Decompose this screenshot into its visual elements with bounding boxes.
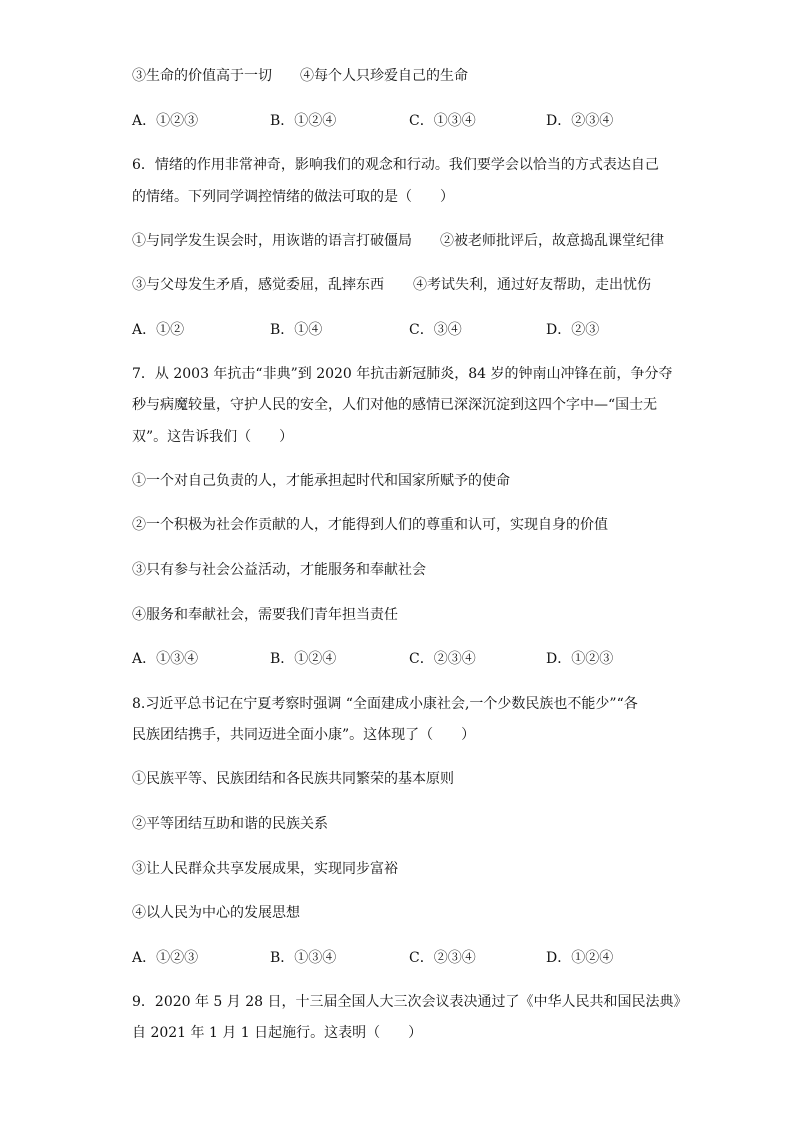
- q5-option-d[interactable]: D．②③④: [546, 113, 614, 129]
- q5-option-a[interactable]: A．①②③: [132, 113, 199, 129]
- q6-options-row: [132, 320, 692, 340]
- q8-statement-3: ③让人民群众共享发展成果，实现同步富裕: [132, 861, 398, 877]
- q6-statement-2: ②被老师批评后，故意捣乱课堂纪律: [440, 233, 664, 249]
- q7-stem-line-1: 7．从 2003 年抗击“非典”到 2020 年抗击新冠肺炎，84 岁的钟南山冲锋在前，争分夺: [132, 366, 673, 382]
- q6-statement-3: ③与父母发生矛盾，感觉委屈，乱摔东西: [132, 277, 384, 293]
- q5-statements-row: [132, 66, 692, 86]
- q7-statement-1: ①一个对自己负责的人，才能承担起时代和国家所赋予的使命: [132, 473, 510, 489]
- q8-option-a[interactable]: A．①②③: [132, 950, 199, 966]
- q8-statement-1: ①民族平等、民族团结和各民族共同繁荣的基本原则: [132, 771, 454, 787]
- q7-option-d[interactable]: D．①②③: [546, 651, 614, 667]
- q6-statements-row-2: [132, 275, 692, 295]
- q9-stem-line-2: 自 2021 年 1 月 1 日起施行。这表明（ ）: [132, 1025, 423, 1041]
- q8-option-c[interactable]: C．②③④: [409, 950, 476, 966]
- q6-statement-1: ①与同学发生误会时，用诙谐的语言打破僵局: [132, 233, 412, 249]
- q8-statement-4: ④以人民为中心的发展思想: [132, 905, 300, 921]
- q5-statement-3: ③生命的价值高于一切: [132, 68, 272, 84]
- q7-statement-4: ④服务和奉献社会，需要我们青年担当责任: [132, 607, 398, 623]
- q5-statement-4: ④每个人只珍爱自己的生命: [300, 68, 468, 84]
- q6-stem-line-1: 6．情绪的作用非常神奇，影响我们的观念和行动。我们要学会以恰当的方式表达自己: [132, 157, 659, 173]
- q7-stem-line-2: 秒与病魔较量，守护人民的安全，人们对他的感情已深深沉淀到这四个字中—“国士无: [132, 397, 658, 413]
- q8-stem-line-2: 民族团结携手，共同迈进全面小康”。这体现了（ ）: [132, 727, 476, 743]
- q6-statements-row-1: [132, 231, 692, 251]
- q7-statement-3: ③只有参与社会公益活动，才能服务和奉献社会: [132, 562, 426, 578]
- q6-stem-line-2: 的情绪。下列同学调控情绪的做法可取的是（ ）: [132, 189, 454, 205]
- q6-option-a[interactable]: A．①②: [132, 322, 185, 338]
- q7-option-c[interactable]: C．②③④: [409, 651, 476, 667]
- q8-stem-line-1: 8.习近平总书记在宁夏考察时强调 “全面建成小康社会,一个少数民族也不能少”“各: [132, 696, 638, 712]
- q6-option-d[interactable]: D．②③: [546, 322, 600, 338]
- q6-statement-4: ④考试失利，通过好友帮助，走出忧伤: [413, 277, 651, 293]
- q6-option-c[interactable]: C．③④: [409, 322, 462, 338]
- q8-option-d[interactable]: D．①②④: [546, 950, 614, 966]
- q8-options-row: [132, 948, 692, 968]
- q8-option-b[interactable]: B．①③④: [270, 950, 337, 966]
- q5-options-row: [132, 111, 692, 131]
- q9-stem-line-1: 9．2020 年 5 月 28 日，十三届全国人大三次会议表决通过了《中华人民共和国民法典》: [132, 994, 688, 1010]
- q7-options-row: [132, 649, 692, 669]
- q7-statement-2: ②一个积极为社会作贡献的人，才能得到人们的尊重和认可，实现自身的价值: [132, 517, 608, 533]
- q5-option-c[interactable]: C．①③④: [409, 113, 476, 129]
- q6-option-b[interactable]: B．①④: [270, 322, 323, 338]
- q7-option-b[interactable]: B．①②④: [270, 651, 337, 667]
- q5-option-b[interactable]: B．①②④: [270, 113, 337, 129]
- q7-stem-line-3: 双”。这告诉我们（ ）: [132, 429, 294, 445]
- q7-option-a[interactable]: A．①③④: [132, 651, 199, 667]
- q8-statement-2: ②平等团结互助和谐的民族关系: [132, 816, 328, 832]
